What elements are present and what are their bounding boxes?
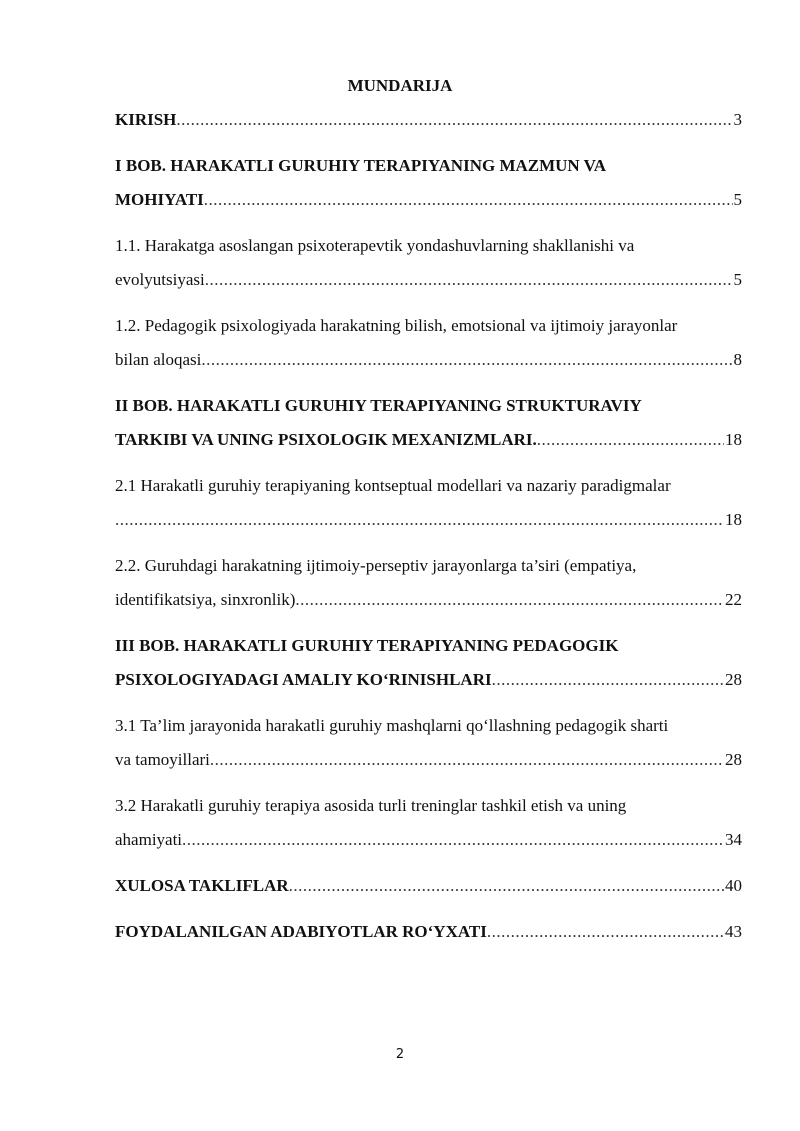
dot-leader: [210, 743, 724, 777]
dot-leader: [289, 869, 724, 903]
toc-entry-section-1-2[interactable]: [115, 309, 742, 377]
toc-entry-label-cont: ahamiyati: [115, 830, 183, 849]
toc-title: MUNDARIJA: [347, 76, 453, 95]
toc-entry-label: 3.2 Harakatli guruhiy terapiya asosida turli treninglar tashkil etish va uning: [115, 796, 627, 815]
toc-entry-label: KIRISH: [115, 110, 177, 129]
toc-entry-section-2-1[interactable]: [115, 469, 742, 537]
toc-page-number: 43: [725, 922, 742, 941]
toc-page-number: 18: [725, 430, 742, 449]
toc-page-number: 34: [725, 830, 742, 849]
toc-entry-section-2-2[interactable]: [115, 549, 742, 617]
dot-leader: [537, 423, 724, 457]
toc-entry-label-cont: va tamoyillari: [115, 750, 210, 769]
table-of-contents: [115, 103, 742, 961]
dot-leader: [115, 503, 724, 537]
toc-entry-label-cont: identifikatsiya, sinxronlik): [115, 590, 296, 609]
dot-leader: [492, 663, 724, 697]
toc-page-number: 40: [725, 876, 742, 895]
dot-leader: [487, 915, 724, 949]
dot-leader: [176, 103, 732, 137]
toc-entry-section-1-1[interactable]: [115, 229, 742, 297]
dot-leader: [201, 343, 732, 377]
dot-leader: [204, 183, 733, 217]
toc-entry-label-cont: bilan aloqasi: [115, 350, 202, 369]
toc-page-number: 18: [725, 510, 742, 529]
toc-entry-label: II BOB. HARAKATLI GURUHIY TERAPIYANING STRUKTURAVIY: [115, 396, 642, 415]
toc-entry-label: XULOSA TAKLIFLAR: [115, 876, 289, 895]
toc-entry-label: 2.1 Harakatli guruhiy terapiyaning kontseptual modellari va nazariy paradigmalar: [115, 476, 671, 495]
dot-leader: [295, 583, 724, 617]
toc-entry-kirish[interactable]: [115, 103, 742, 137]
toc-page-number: 28: [725, 750, 742, 769]
toc-entry-label-cont: MOHIYATI: [115, 190, 204, 209]
toc-entry-label: I BOB. HARAKATLI GURUHIY TERAPIYANING MAZMUN VA: [115, 156, 607, 175]
toc-entry-conclusion[interactable]: [115, 869, 742, 903]
toc-entry-label-cont: TARKIBI VA UNING PSIXOLOGIK MEXANIZMLARI.: [115, 430, 537, 449]
toc-entry-section-3-2[interactable]: [115, 789, 742, 857]
toc-entry-label-cont: PSIXOLOGIYADAGI AMALIY KO‘RINISHLARI: [115, 670, 492, 689]
toc-entry-label-cont: evolyutsiyasi: [115, 270, 205, 289]
dot-leader: [182, 823, 724, 857]
toc-entry-section-3-1[interactable]: [115, 709, 742, 777]
toc-entry-label: III BOB. HARAKATLI GURUHIY TERAPIYANING PEDAGOGIK: [115, 636, 619, 655]
toc-entry-chapter-1[interactable]: [115, 149, 742, 217]
page-number: 2: [395, 1047, 405, 1062]
toc-entry-bibliography[interactable]: [115, 915, 742, 949]
toc-page-number: 3: [733, 110, 742, 129]
toc-entry-chapter-2[interactable]: [115, 389, 742, 457]
toc-page-number: 8: [733, 350, 742, 369]
toc-page-number: 28: [725, 670, 742, 689]
toc-entry-label: FOYDALANILGAN ADABIYOTLAR RO‘YXATI: [115, 922, 487, 941]
toc-page-number: 22: [725, 590, 742, 609]
toc-page-number: 5: [733, 270, 742, 289]
toc-entry-label: 3.1 Ta’lim jarayonida harakatli guruhiy mashqlarni qo‘llashning pedagogik sharti: [115, 716, 669, 735]
toc-entry-label: 2.2. Guruhdagi harakatning ijtimoiy-perseptiv jarayonlarga ta’siri (empatiya,: [115, 556, 637, 575]
dot-leader: [205, 263, 733, 297]
toc-page-number: 5: [733, 190, 742, 209]
toc-entry-chapter-3[interactable]: [115, 629, 742, 697]
toc-entry-label: 1.1. Harakatga asoslangan psixoterapevtik yondashuvlarning shakllanishi va: [115, 236, 635, 255]
toc-entry-label: 1.2. Pedagogik psixologiyada harakatning bilish, emotsional va ijtimoiy jarayonlar: [115, 316, 678, 335]
